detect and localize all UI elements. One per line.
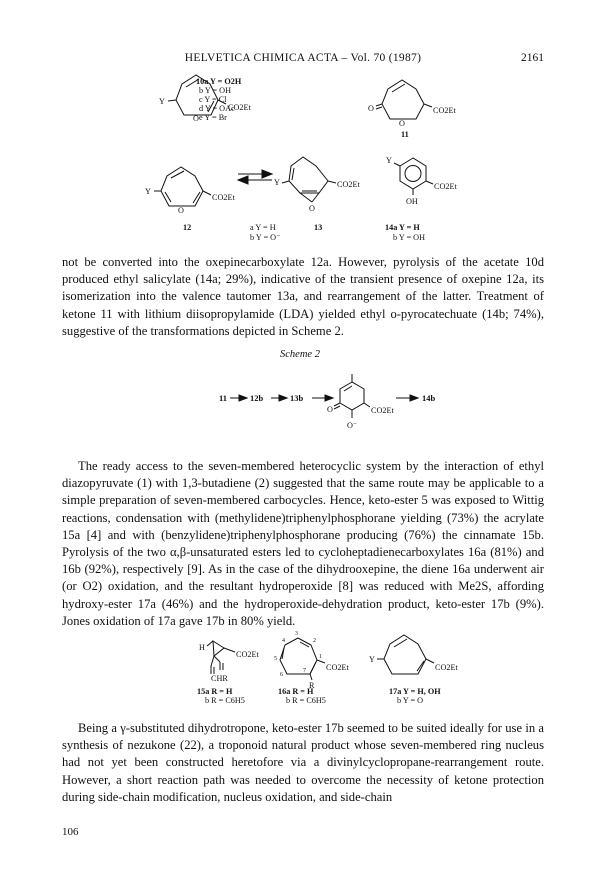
ring-num-5: 5 xyxy=(274,656,277,662)
o-10: O xyxy=(193,114,199,123)
cmpd-15b: b R = C6H5 xyxy=(205,696,245,705)
scheme-co2et: CO2Et xyxy=(371,406,394,415)
y-sub-10: Y xyxy=(159,97,165,106)
h-15: H xyxy=(199,643,205,652)
scheme-product: 14b xyxy=(422,393,436,403)
scheme-o: O xyxy=(327,405,333,414)
paragraph-3: Being a γ-substituted dihydrotropone, keto-ester 17b seemed to be suited ideally for use in a synthesis of nezukone (22), a troponoid natural product whose seven-membered ring nucleus had not yet been constructed heretofore via a divinylcyclopropane-rearrangement route. However, a short reaction path was needed to overcome the necessity of ketone protection during side-chain modification, nucleus oxidation, and side-chain xyxy=(62,721,544,804)
label-a: a Y = H xyxy=(250,223,276,232)
paragraph-1: not be converted into the oxepinecarboxylate 12a. However, pyrolysis of the acetate 10d produced ethyl salicylate (14a; 29%), indicative of the transient presence of oxepine 12a, its isomerization into the valence tautomer 13a, and rearrangement of the latter. Treatment of ketone 11 with lithium diisopropylamide (LDA) yielded ethyl o-pyrocatechuate (14b; 74%), suggestive of the transformations depicted in Scheme 2. xyxy=(62,255,544,338)
cmpd-14a: 14a Y = H xyxy=(385,223,420,232)
cmpd-10b: b Y = OH xyxy=(199,86,231,95)
o-12: O xyxy=(178,206,184,215)
cmpd-16a: 16a R = H xyxy=(278,687,314,696)
co2et-16: CO2Et xyxy=(326,663,349,672)
ring-num-3: 3 xyxy=(295,631,298,637)
oh-14: OH xyxy=(406,197,418,206)
o-11-ketone: O xyxy=(368,104,374,113)
scheme-step-3: 13b xyxy=(290,393,304,403)
cmpd-16b: b R = C6H5 xyxy=(286,696,326,705)
cmpd-10c: c Y = Cl xyxy=(199,95,227,104)
cmpd-17a: 17a Y = H, OH xyxy=(389,687,441,696)
co2et-13: CO2Et xyxy=(337,180,360,189)
cmpd-10d: d Y = OAc xyxy=(199,104,235,113)
cmpd-10e: e Y = Br xyxy=(199,113,227,122)
ring-num-4: 4 xyxy=(282,638,285,644)
label-b: b Y = O⁻ xyxy=(250,233,281,242)
scheme-o-minus: O⁻ xyxy=(347,421,358,430)
journal-title: HELVETICA CHIMICA ACTA – Vol. 70 (1987) xyxy=(184,52,422,64)
scheme-step-1: 11 xyxy=(219,393,228,403)
cmpd-12: 12 xyxy=(183,223,192,232)
chr-15: CHR xyxy=(211,674,228,683)
ring-num-1: 1 xyxy=(319,654,322,660)
y-sub-13: Y xyxy=(274,178,280,187)
cmpd-13: 13 xyxy=(314,223,323,232)
cmpd-14b: b Y = OH xyxy=(393,233,425,242)
o-11: O xyxy=(399,119,405,128)
y-sub-14: Y xyxy=(386,156,392,165)
figure-bottom xyxy=(0,630,600,705)
ring-num-7: 7 xyxy=(303,668,306,674)
co2et-10: CO2Et xyxy=(228,103,251,112)
scheme-step-2: 12b xyxy=(250,393,264,403)
ring-num-6: 6 xyxy=(280,672,283,678)
y-sub-17: Y xyxy=(369,655,375,664)
co2et-15: CO2Et xyxy=(236,650,259,659)
cmpd-11: 11 xyxy=(401,130,409,139)
figure-top xyxy=(0,70,600,260)
cmpd-15a: 15a R = H xyxy=(197,687,233,696)
co2et-12: CO2Et xyxy=(212,193,235,202)
co2et-11: CO2Et xyxy=(433,106,456,115)
cmpd-17b: b Y = O xyxy=(397,696,424,705)
page-number-top: 2161 xyxy=(521,52,544,64)
ring-num-2: 2 xyxy=(313,638,316,644)
co2et-17: CO2Et xyxy=(435,663,458,672)
scheme-2 xyxy=(0,362,600,442)
scheme-title: Scheme 2 xyxy=(280,349,320,360)
co2et-14: CO2Et xyxy=(434,182,457,191)
y-sub-12: Y xyxy=(145,187,151,196)
paragraph-2: The ready access to the seven-membered heterocyclic system by the interaction of ethyl diazopyruvate (1) with 1,3-butadiene (2) suggested that the same route may be applicable to a simple preparation of seven-membered carbocycles. Hence, keto-ester 5 was exposed to Wittig reactions, condensation with (methylidene)triphenylphosphorane yielding (73%) the acrylate 15a [4] and with (benzylidene)triphenylphosphorane producing (76%) the cinnamate 15b. Pyrolysis of the two α,β-unsaturated esters led to cycloheptadienecarboxylates 16a (81%) and 16b (92%), respectively [9]. As in the case of the dihydrooxepine, the diene 16a underwent air (or O2) oxidation, and the resultant hydroperoxide [8] was reduced with Me2S, affording hydroxy-ester 17a (46%) and the hydroperoxide-dehydration product, keto-ester 17b (9%). Jones oxidation of 17a gave 17b in 80% yield. xyxy=(62,459,544,628)
page-number-bottom: 106 xyxy=(62,826,79,838)
r-16: R xyxy=(309,681,315,690)
cmpd-10a: 10a Y = O2H xyxy=(196,77,242,86)
o-13: O xyxy=(309,204,315,213)
